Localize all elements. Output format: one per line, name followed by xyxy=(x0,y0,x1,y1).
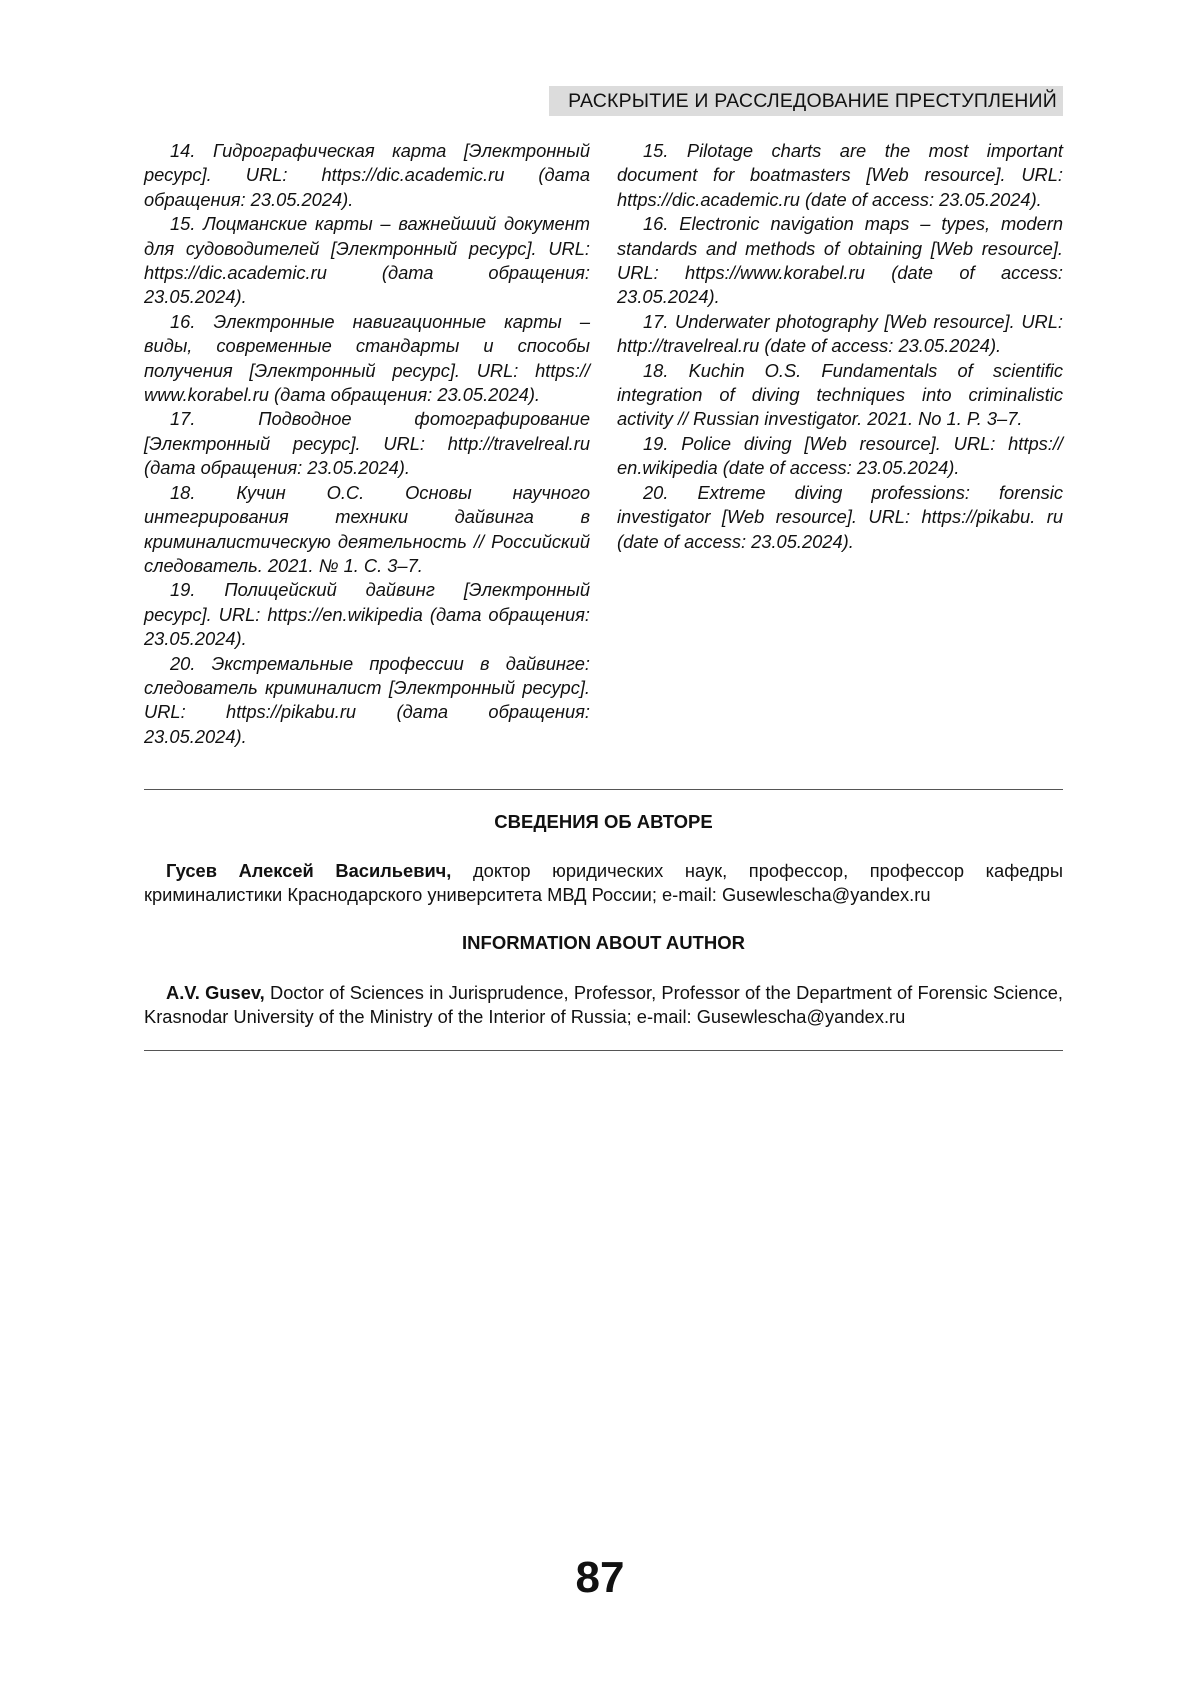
references-english-column xyxy=(617,139,1063,554)
author-heading-russian: СВЕДЕНИЯ ОБ АВТОРЕ xyxy=(494,811,713,832)
author-details-english: Doctor of Sciences in Jurisprudence, Professor, Professor of the Department of Forensic Science, Krasnodar University of the Ministry of the Interior of Russia; e-mail: Gusewlescha@yandex.ru xyxy=(144,982,1063,1028)
reference-ru-16: 16. Электронные навигационные карты – виды, современные стандарты и способы получения [Электронный ресурс]. URL: https:// www.korabel.ru (дата обращения: 23.05.2024). xyxy=(144,310,590,406)
reference-en-15: 15. Pilotage charts are the most important document for boatmasters [Web resource]. URL: https://dic.academic.ru (date of access: 23.05.2024). xyxy=(617,140,1063,210)
reference-ru-17: 17. Подводное фотографирование [Электронный ресурс]. URL: http://travelreal.ru (дата обращения: 23.05.2024). xyxy=(144,408,590,479)
reference-ru-20: 20. Экстремальные профессии в дайвинге: следователь криминалист [Электронный ресурс]. URL: https://pikabu.ru (дата обращения: 23.05.2024). xyxy=(144,652,590,747)
author-info-english xyxy=(144,981,1063,1030)
author-heading-english: INFORMATION ABOUT AUTHOR xyxy=(462,932,745,953)
divider-bottom xyxy=(144,1050,1063,1051)
reference-en-16: 16. Electronic navigation maps – types, modern standards and methods of obtaining [Web resource]. URL: https://www.korabel.ru (date of access: 23.05.2024). xyxy=(617,213,1063,308)
author-details-russian: доктор юридических наук, профессор, профессор кафедры криминалистики Краснодарского университета МВД России; e-mail: Gusewlescha@yandex.ru xyxy=(144,860,1063,906)
author-name-russian: Гусев Алексей Васильевич, xyxy=(166,860,452,881)
reference-ru-15: 15. Лоцманские карты – важнейший документ для судоводителей [Электронный ресурс]. URL: https://dic.academic.ru (дата обращения: 23.05.2024). xyxy=(144,213,590,308)
running-header-title: РАСКРЫТИЕ И РАССЛЕДОВАНИЕ ПРЕСТУПЛЕНИЙ xyxy=(568,90,1057,112)
reference-ru-18: 18. Кучин О.С. Основы научного интегрирования техники дайвинга в криминалистическую деятельность // Российский следователь. 2021. № 1. С. 3–7. xyxy=(144,481,590,576)
reference-ru-14: 14. Гидрографическая карта [Электронный ресурс]. URL: https://dic.academic.ru (дата обращения: 23.05.2024). xyxy=(144,140,590,210)
divider-top xyxy=(144,789,1063,790)
reference-ru-19: 19. Полицейский дайвинг [Электронный ресурс]. URL: https://en.wikipedia (дата обращения: 23.05.2024). xyxy=(144,579,590,650)
reference-en-18: 18. Kuchin O.S. Fundamentals of scientific integration of diving techniques into criminalistic activity // Russian investigator. 2021. No 1. P. 3–7. xyxy=(617,359,1063,430)
author-info-russian xyxy=(144,859,1063,908)
page-number: 87 xyxy=(575,1553,625,1602)
references-russian-column xyxy=(144,139,590,749)
reference-en-19: 19. Police diving [Web resource]. URL: https:// en.wikipedia (date of access: 23.05.2024). xyxy=(617,432,1063,479)
reference-en-20: 20. Extreme diving professions: forensic investigator [Web resource]. URL: https://pikabu. ru (date of access: 23.05.2024). xyxy=(617,481,1063,552)
author-name-english: A.V. Gusev, xyxy=(166,982,265,1003)
reference-en-17: 17. Underwater photography [Web resource]. URL: http://travelreal.ru (date of access: 23.05.2024). xyxy=(617,310,1063,357)
